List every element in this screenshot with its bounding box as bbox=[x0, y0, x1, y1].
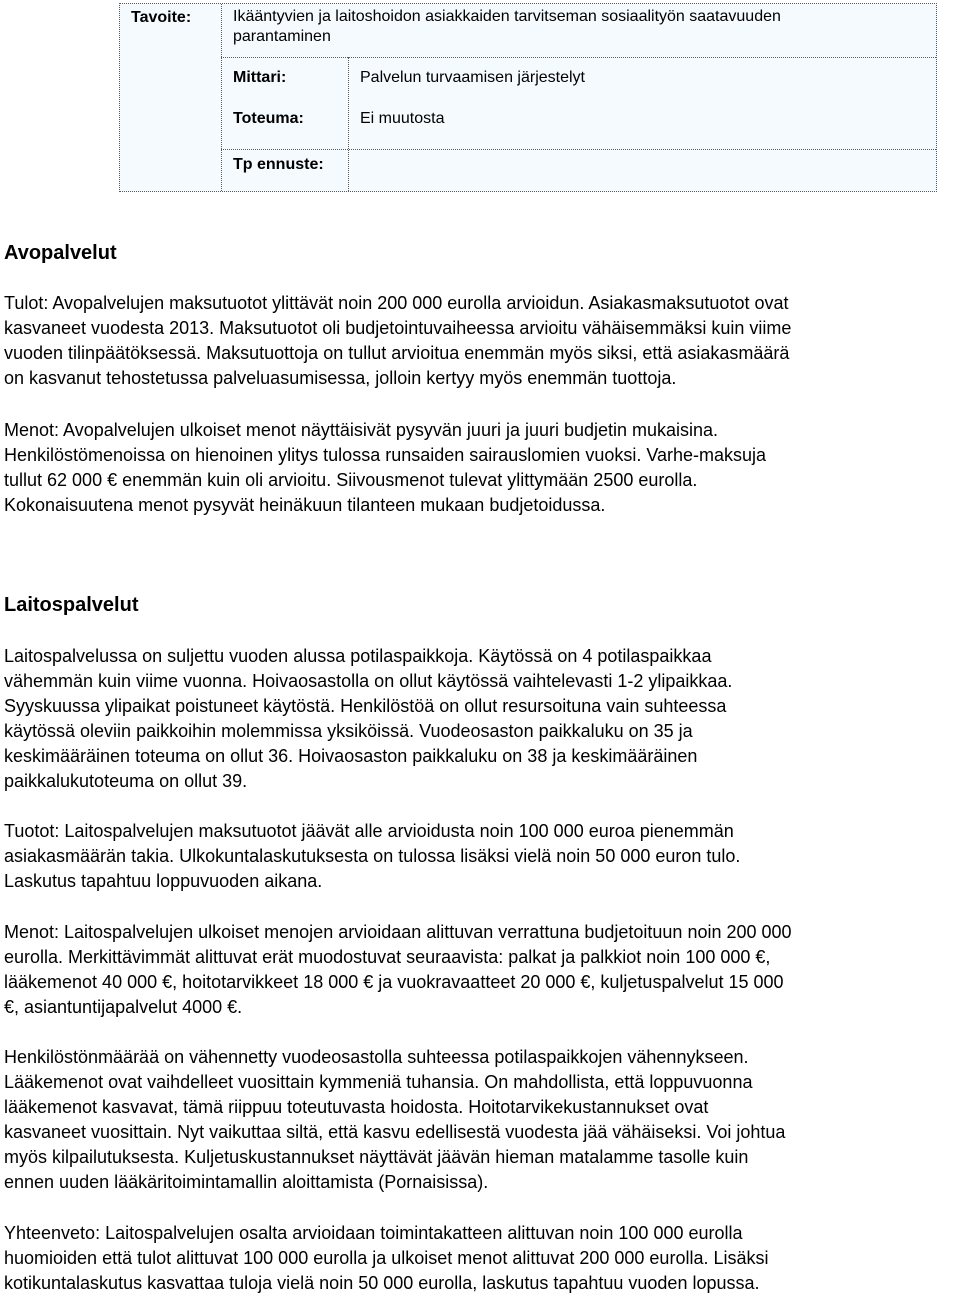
text-line: paikkalukutoteuma on ollut 39. bbox=[4, 771, 248, 791]
text-line: Laitospalvelussa on suljettu vuoden alussa potilaspaikkoja. Käytössä on 4 potilaspaikkaa bbox=[4, 646, 712, 666]
text-line: Menot: Laitospalvelujen ulkoiset menojen arvioidaan alittuvan verrattuna budjetoituun noin 200 000 bbox=[4, 922, 792, 942]
paragraph-laitos-staff bbox=[4, 1045, 960, 1195]
actual-label: Toteuma: bbox=[233, 110, 304, 127]
goal-text-line: Ikääntyvien ja laitoshoidon asiakkaiden tarvitseman sosiaalityön saatavuuden bbox=[233, 8, 781, 25]
forecast-label: Tp ennuste: bbox=[233, 156, 324, 173]
text-line: kotikuntalaskutus kasvattaa tuloja vielä noin 50 000 eurolla, laskutus tapahtuu vuoden lopussa. bbox=[4, 1273, 760, 1293]
goal-label: Tavoite: bbox=[131, 9, 192, 26]
text-line: Menot: Avopalvelujen ulkoiset menot näyttäisivät pysyvän juuri ja juuri budjetin mukaisina. bbox=[4, 420, 719, 440]
text-line: vuoden tilinpäätöksessä. Maksutuottoja on tullut arvioitua enemmän myös siksi, että asiakasmäärä bbox=[4, 343, 790, 363]
text-line: Tulot: Avopalvelujen maksutuotot ylittävät noin 200 000 eurolla arvioidun. Asiakasmaksutuotot ovat bbox=[4, 293, 789, 313]
text-line: eurolla. Merkittävimmät alittuvat erät muodostuvat seuraavista: palkat ja palkkiot noin 100 000 €, bbox=[4, 947, 771, 967]
paragraph-laitos-places bbox=[4, 644, 960, 794]
text-line: Henkilöstömenoissa on hienoinen ylitys tulossa runsaiden sairauslomien vuoksi. Varhe-maksuja bbox=[4, 445, 767, 465]
text-line: Kokonaisuutena menot pysyvät heinäkuun tilanteen mukaan budjetoidussa. bbox=[4, 495, 606, 515]
table-divider bbox=[221, 4, 222, 191]
table-divider bbox=[348, 57, 349, 191]
text-line: huomioiden että tulot alittuvat 100 000 eurolla ja ulkoiset menot alittuvat 200 000 eurolla. Lisäksi bbox=[4, 1248, 769, 1268]
goal-text bbox=[233, 7, 781, 47]
text-line: Henkilöstönmäärää on vähennetty vuodeosastolla suhteessa potilaspaikkojen vähennykseen. bbox=[4, 1047, 749, 1067]
table-divider bbox=[221, 149, 936, 150]
text-line: tullut 62 000 € enemmän kuin oli arvioitu. Siivousmenot tulevat ylittymään 2500 eurolla. bbox=[4, 470, 698, 490]
text-line: kasvaneet vuosittain. Nyt vaikuttaa siltä, että kasvu edellisestä vuodesta jää vähäiseksi. Voi johtua bbox=[4, 1122, 786, 1142]
text-line: lääkemenot kasvavat, tämä riippuu toteutuvasta hoidosta. Hoitotarvikekustannukset ovat bbox=[4, 1097, 709, 1117]
text-line: Lääkemenot ovat vaihdelleet vuosittain kymmeniä tuhansia. On mahdollista, että loppuvuonna bbox=[4, 1072, 753, 1092]
text-line: keskimääräinen toteuma on ollut 36. Hoivaosaston paikkaluku on 38 ja keskimääräinen bbox=[4, 746, 698, 766]
text-line: lääkemenot 40 000 €, hoitotarvikkeet 18 000 € ja vuokravaatteet 20 000 €, kuljetuspalvelut 15 000 bbox=[4, 972, 784, 992]
paragraph-laitos-income bbox=[4, 819, 960, 894]
text-line: Yhteenveto: Laitospalvelujen osalta arvioidaan toimintakatteen alittuvan noin 100 000 eurolla bbox=[4, 1223, 743, 1243]
section-heading-laitospalvelut: Laitospalvelut bbox=[4, 594, 139, 616]
paragraph-laitos-expenses bbox=[4, 920, 960, 1020]
goal-table bbox=[119, 3, 937, 192]
paragraph-laitos-summary bbox=[4, 1221, 960, 1296]
text-line: Laskutus tapahtuu loppuvuoden aikana. bbox=[4, 871, 323, 891]
text-line: Syyskuussa ylipaikat poistuneet käytöstä. Henkilöstöä on ollut resursoituna vain suhteessa bbox=[4, 696, 727, 716]
text-line: kasvaneet vuodesta 2013. Maksutuotot oli budjetointuvaiheessa arvioitu vähäisemmäksi kuin viime bbox=[4, 318, 792, 338]
meter-label: Mittari: bbox=[233, 69, 287, 86]
text-line: käytössä oleviin paikkoihin molemmissa yksiköissä. Vuodeosaston paikkaluku on 35 ja bbox=[4, 721, 693, 741]
text-line: myös kilpailutuksesta. Kuljetuskustannukset näyttävät jäävän hieman matalamme tasolle kuin bbox=[4, 1147, 749, 1167]
text-line: €, asiantuntijapalvelut 4000 €. bbox=[4, 997, 243, 1017]
text-line: asiakasmäärän takia. Ulkokuntalaskutuksesta on tulossa lisäksi vielä noin 50 000 euron tulo. bbox=[4, 846, 741, 866]
paragraph-avo-income bbox=[4, 291, 960, 391]
meter-value: Palvelun turvaamisen järjestelyt bbox=[360, 69, 585, 86]
text-line: ennen uuden lääkäritoimintamallin aloittamista (Pornaisissa). bbox=[4, 1172, 489, 1192]
goal-text-line: parantaminen bbox=[233, 28, 331, 45]
section-heading-avopalvelut: Avopalvelut bbox=[4, 242, 117, 264]
actual-value: Ei muutosta bbox=[360, 110, 445, 127]
text-line: on kasvanut tehostetussa palveluasumisessa, jolloin kertyy myös enemmän tuottoja. bbox=[4, 368, 677, 388]
text-line: vähemmän kuin viime vuonna. Hoivaosastolla on ollut käytössä vaihtelevasti 1-2 ylipaikkaa. bbox=[4, 671, 733, 691]
paragraph-avo-expenses bbox=[4, 418, 960, 518]
text-line: Tuotot: Laitospalvelujen maksutuotot jäävät alle arvioidusta noin 100 000 euroa pienemmän bbox=[4, 821, 734, 841]
table-divider bbox=[221, 57, 936, 58]
